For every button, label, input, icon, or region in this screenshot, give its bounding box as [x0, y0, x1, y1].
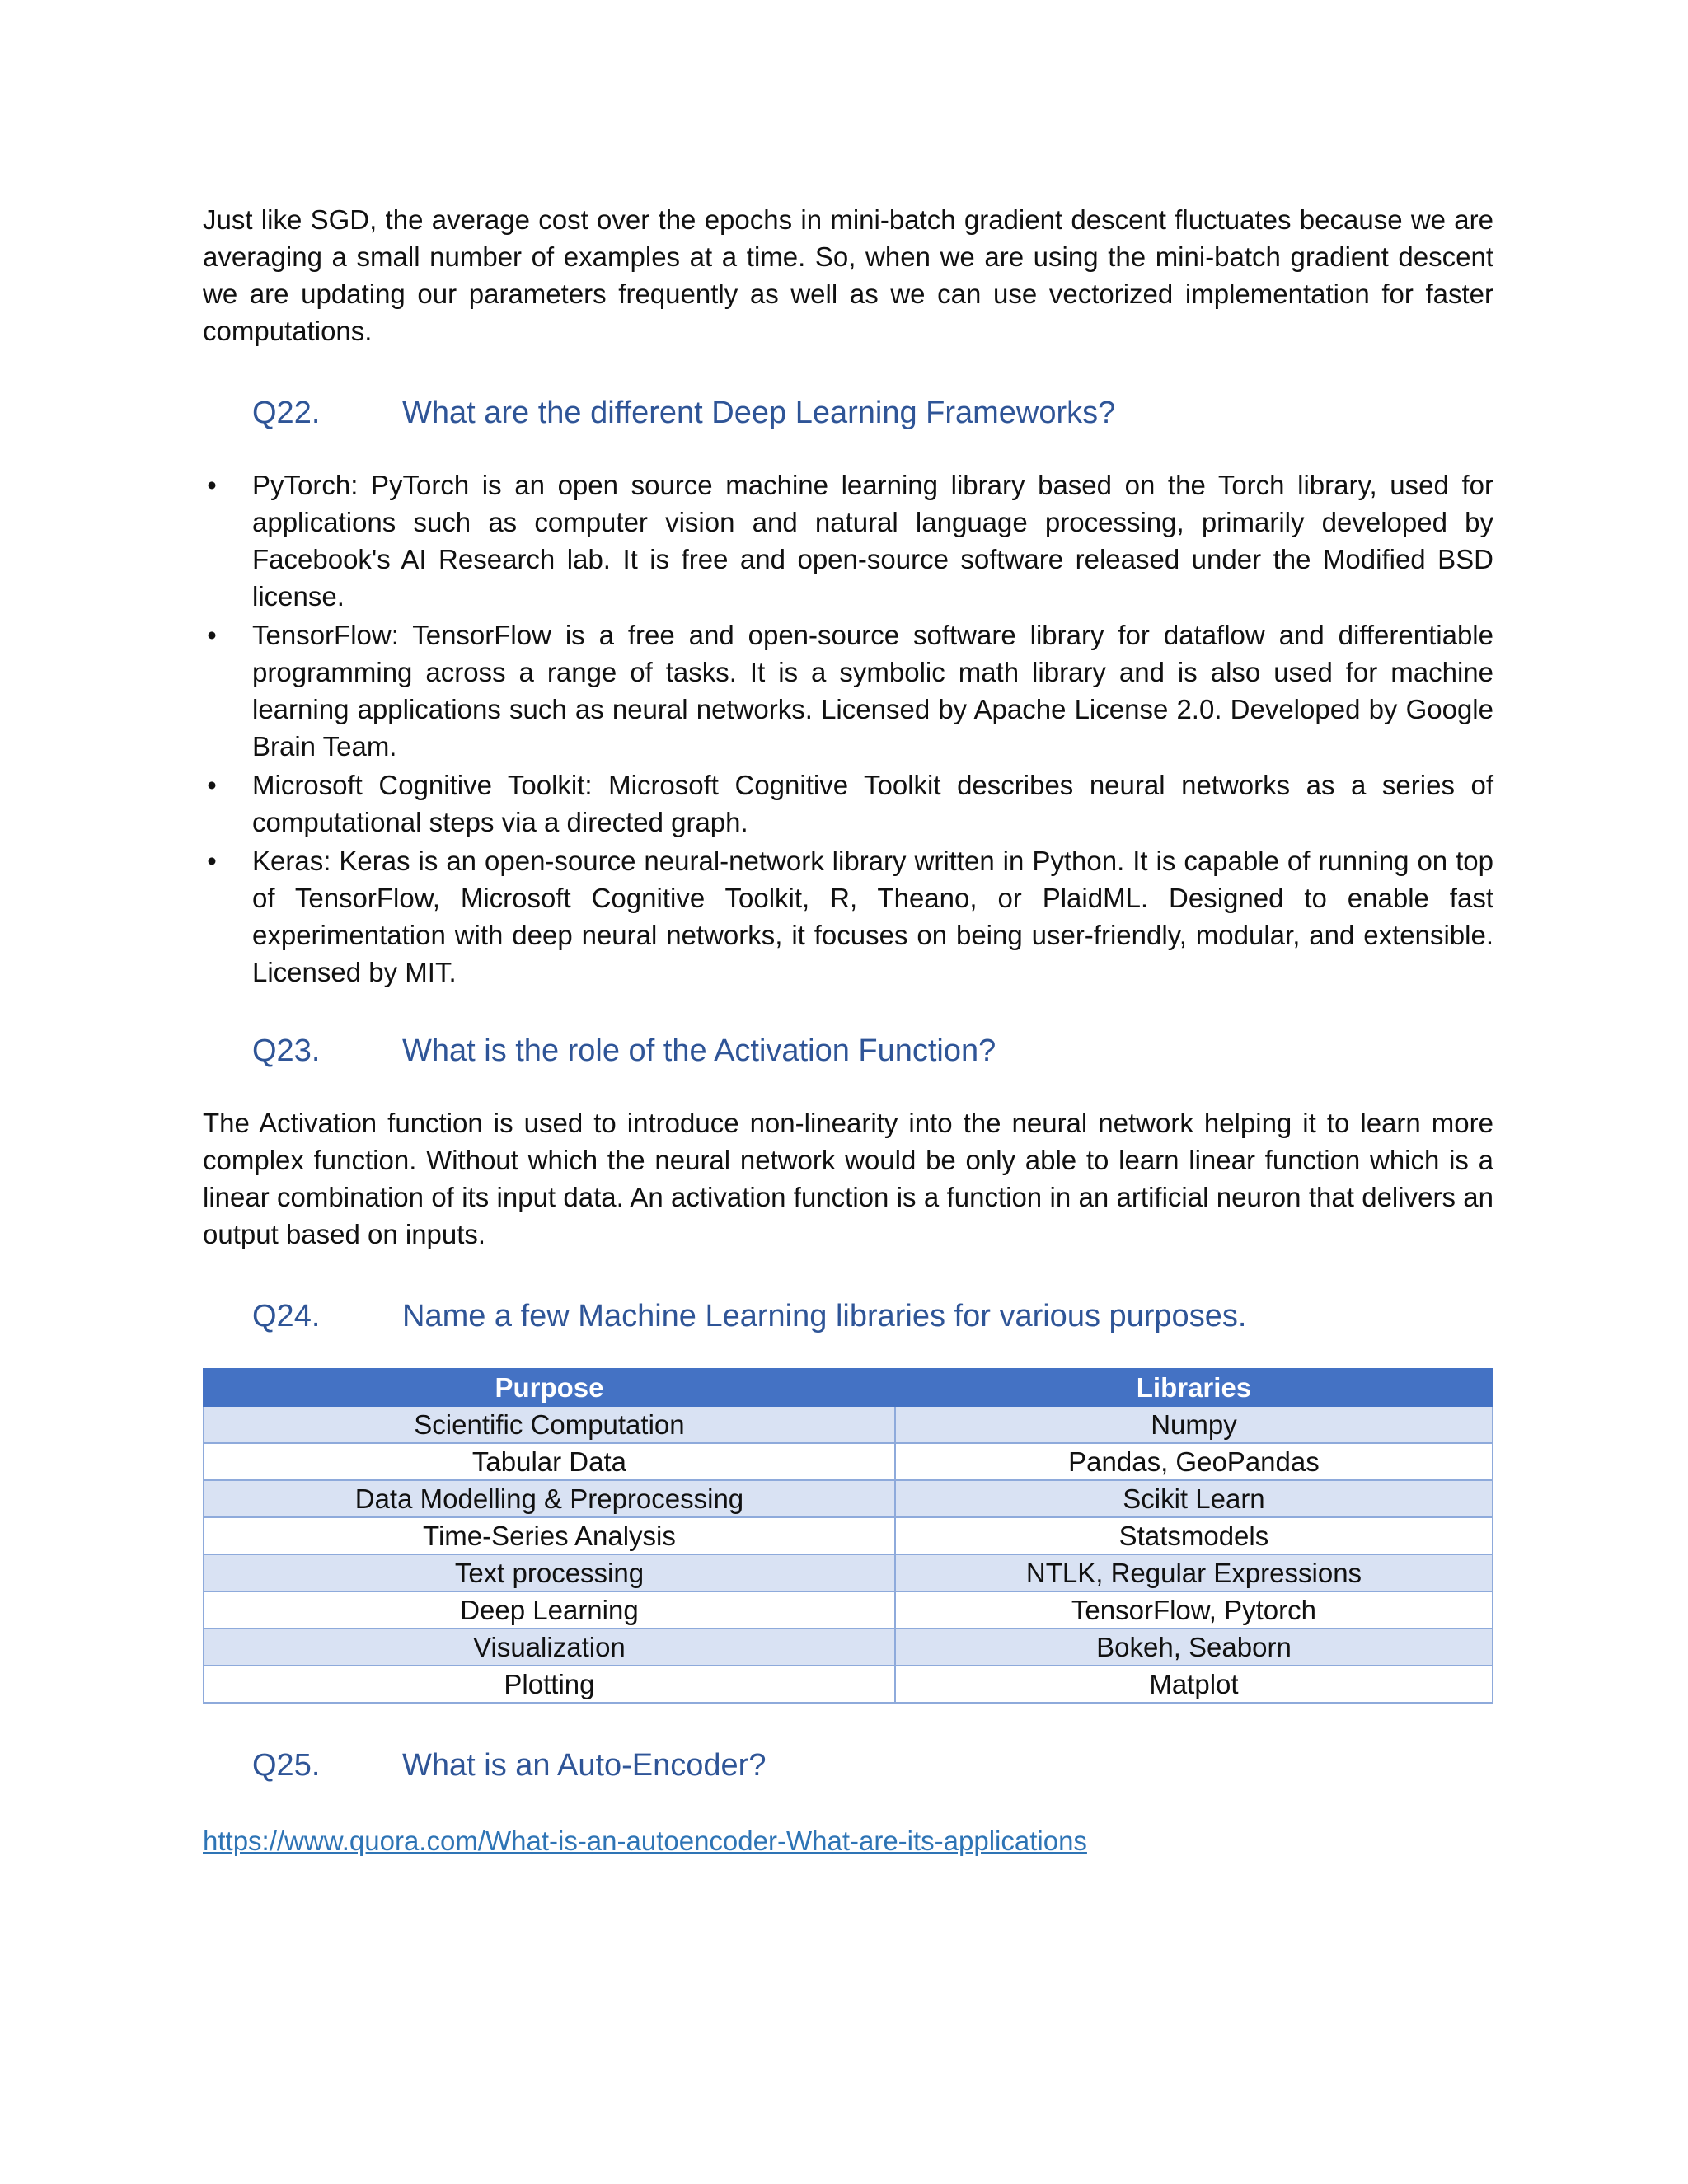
list-item-text: Microsoft Cognitive Toolkit: Microsoft Cognitive Toolkit describes neural networks as a series of computational steps via a directed graph. — [252, 770, 1493, 837]
cell-purpose: Time-Series Analysis — [204, 1517, 895, 1554]
cell-libraries: Scikit Learn — [895, 1480, 1493, 1517]
table-row — [204, 1443, 1493, 1480]
frameworks-list — [203, 466, 1493, 991]
q24-heading — [203, 1296, 1493, 1337]
list-item — [203, 616, 1493, 765]
bullet-icon: • — [207, 770, 217, 800]
table-row — [204, 1666, 1493, 1703]
table-row — [204, 1554, 1493, 1591]
cell-libraries: Matplot — [895, 1666, 1493, 1703]
cell-purpose: Scientific Computation — [204, 1406, 895, 1443]
bullet-icon: • — [207, 470, 217, 500]
q23-number: Q23. — [252, 1033, 321, 1068]
libraries-table — [203, 1368, 1493, 1704]
activation-paragraph: The Activation function is used to introduce non-linearity into the neural network helping it to learn more complex function. Without which the neural network would be only able to learn linear function which is a linear combination of its input data. An activation function is a function in an artificial neuron that delivers an output based on inputs. — [203, 1108, 1493, 1249]
cell-libraries: Statsmodels — [895, 1517, 1493, 1554]
table-header-row — [204, 1369, 1493, 1406]
cell-libraries: Numpy — [895, 1406, 1493, 1443]
list-item-text: PyTorch: PyTorch is an open source machine learning library based on the Torch library, used for applications such as computer vision and natural language processing, primarily developed by Facebook's AI Research lab. It is free and open-source software released under the Modified BSD license. — [252, 470, 1493, 612]
q22-number: Q22. — [252, 396, 321, 430]
cell-purpose: Deep Learning — [204, 1591, 895, 1629]
header-libraries: Libraries — [895, 1369, 1493, 1406]
list-item — [203, 766, 1493, 841]
page-content — [203, 201, 1493, 1859]
q22-heading — [203, 392, 1493, 434]
q25-heading — [203, 1745, 1493, 1786]
q25-title: What is an Auto-Encoder? — [402, 1748, 767, 1783]
bullet-icon: • — [207, 846, 217, 876]
bullet-icon: • — [207, 620, 217, 650]
cell-purpose: Data Modelling & Preprocessing — [204, 1480, 895, 1517]
q23-title: What is the role of the Activation Function? — [402, 1033, 996, 1068]
cell-purpose: Text processing — [204, 1554, 895, 1591]
table-row — [204, 1591, 1493, 1629]
cell-libraries: Pandas, GeoPandas — [895, 1443, 1493, 1480]
q24-title: Name a few Machine Learning libraries for various purposes. — [402, 1299, 1247, 1333]
q24-number: Q24. — [252, 1299, 321, 1333]
autoencoder-link[interactable]: https://www.quora.com/What-is-an-autoencoder-What-are-its-applications — [203, 1825, 1087, 1856]
cell-libraries: TensorFlow, Pytorch — [895, 1591, 1493, 1629]
table-row — [204, 1629, 1493, 1666]
cell-libraries: NTLK, Regular Expressions — [895, 1554, 1493, 1591]
cell-libraries: Bokeh, Seaborn — [895, 1629, 1493, 1666]
table-row — [204, 1406, 1493, 1443]
table-row — [204, 1517, 1493, 1554]
list-item-text: Keras: Keras is an open-source neural-network library written in Python. It is capable of running on top of TensorFlow, Microsoft Cognitive Toolkit, R, Theano, or PlaidML. Designed to enable fast experimentation with deep neural networks, it focuses on being user-friendly, modular, and extensible. Licensed by MIT. — [252, 846, 1493, 987]
list-item-text: TensorFlow: TensorFlow is a free and open-source software library for dataflow and differentiable programming across a range of tasks. It is a symbolic math library and is also used for machine learning applications such as neural networks. Licensed by Apache License 2.0. Developed by Google Brain Team. — [252, 620, 1493, 762]
q23-heading — [203, 1030, 1493, 1071]
cell-purpose: Plotting — [204, 1666, 895, 1703]
cell-purpose: Visualization — [204, 1629, 895, 1666]
list-item — [203, 466, 1493, 615]
header-purpose: Purpose — [204, 1369, 895, 1406]
intro-paragraph: Just like SGD, the average cost over the epochs in mini-batch gradient descent fluctuates because we are averaging a small number of examples at a time. So, when we are using the mini-batch gradient descent we are updating our parameters frequently as well as we can use vectorized implementation for faster computations. — [203, 204, 1493, 346]
list-item — [203, 842, 1493, 991]
q22-title: What are the different Deep Learning Frameworks? — [402, 396, 1116, 430]
q25-number: Q25. — [252, 1748, 321, 1783]
cell-purpose: Tabular Data — [204, 1443, 895, 1480]
table-row — [204, 1480, 1493, 1517]
